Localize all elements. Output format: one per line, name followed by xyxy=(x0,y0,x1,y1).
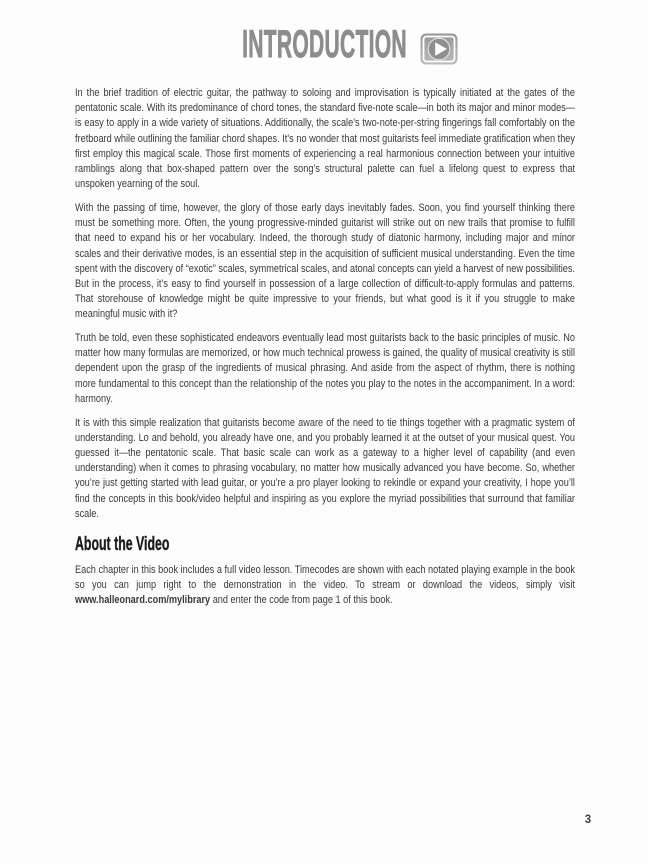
page-title: INTRODUCTION xyxy=(241,23,407,66)
intro-paragraph-1: In the brief tradition of electric guitar, the pathway to soloing and improvisation is typically initiated at the gates of the pentatonic scale. With its predominance of chord tones, the standard five-note scale—in both its major and minor modes—is easy to apply in a wide variety of situations. Additionally, the scale’s two-note-per-string fingerings fall comfortably on the fretboard while outlining the familiar chord shapes. It’s no wonder that most guitarists feel immediate gratification when they first employ this magical scale. Those first moments of experiencing a real harmonious connection between your intuitive ramblings along that box-shaped pattern over the song’s structural palette can fuel a lifelong quest to express that unspoken yearning of the soul. xyxy=(75,87,575,191)
page-number: 3 xyxy=(584,814,592,826)
intro-paragraph-2: With the passing of time, however, the glory of those early days inevitably fades. Soon, you find yourself thinking there must be something more. Often, the young progressive-minded guitarist will strike out on new trails that promise to fulfill that need to expand his or her vocabulary. Indeed, the thorough study of diatonic harmony, including major and minor scales and their derivative modes, is an essential step in the acquisition of sufficient musical understanding. Even the time spent with the discovery of “exotic” scales, symmetrical scales, and atonal concepts can yield a harvest of new possibilities. But in the process, it’s easy to find yourself in possession of a large collection of difficult-to-apply formulas and patterns. That storehouse of knowledge might be quite impressive to your friends, but what good is it if you struggle to make meaningful music with it? xyxy=(75,201,575,321)
video-play-icon xyxy=(420,33,458,65)
intro-paragraph-3: Truth be told, even these sophisticated endeavors eventually lead most guitarists back to the basic principles of music. No matter how many formulas are memorized, or how much technical prowess is gained, the quality of musical creativity is still dependent upon the grasp of the ingredients of musical phrasing. And aside from the aspect of rhythm, there is nothing more fundamental to this concept than the relationship of the notes you play to the notes in the accompaniment. In a word: harmony. xyxy=(75,332,575,405)
intro-paragraph-4: It is with this simple realization that guitarists become aware of the need to tie things together with a pragmatic system of understanding. Lo and behold, you already have one, and you probably learned it at the outset of your musical quest. You guessed it—the pentatonic scale. That basic scale can work as a gateway to a higher level of capability (and even understanding) when it comes to phrasing vocabulary, no matter how musically advanced you have become. So, whether you’re just getting started with lead guitar, or you’re a pro player looking to rekindle or expand your creativity, I hope you’ll find the concepts in this book/video helpful and inspiring as you explore the myriad possibilities that surround that familiar scale. xyxy=(75,416,575,520)
about-video-text-before: Each chapter in this book includes a full video lesson. Timecodes are shown with each notated playing example in the book so you can jump right to the demonstration in the video. To stream or download the videos, simply visit xyxy=(75,563,575,592)
mylibrary-url: www.halleonard.com/mylibrary xyxy=(75,594,211,607)
page-content xyxy=(75,86,575,617)
about-video-text-after: and enter the code from page 1 of this book. xyxy=(210,594,393,607)
about-video-paragraph xyxy=(75,563,575,609)
page-header xyxy=(0,24,648,68)
about-the-video-heading: About the Video xyxy=(75,533,170,555)
